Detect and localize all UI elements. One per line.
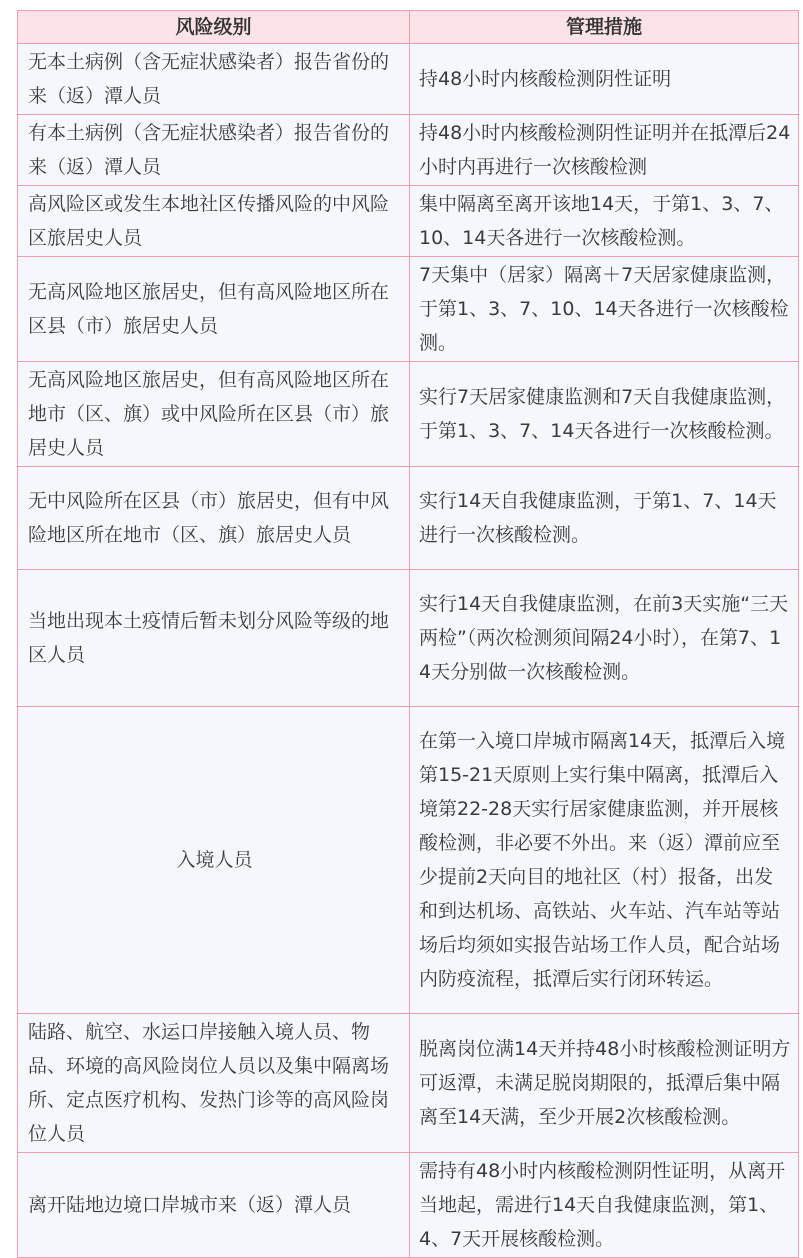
measure-cell: 集中隔离至离开该地14天，于第1、3、7、10、14天各进行一次核酸检测。 [410,186,799,257]
measure-cell: 7天集中（居家）隔离＋7天居家健康监测，于第1、3、7、10、14天各进行一次核酸检测。 [410,257,799,362]
risk-level-cell: 高风险区或发生本地社区传播风险的中风险区旅居史人员 [18,186,410,257]
header-measures: 管理措施 [410,11,799,44]
measure-cell: 需持有48小时内核酸检测阴性证明，从离开当地起，需进行14天自我健康监测，第1、4、7天开展核酸检测。 [410,1153,799,1258]
header-risk-level: 风险级别 [18,11,410,44]
risk-level-cell: 无高风险地区旅居史，但有高风险地区所在区县（市）旅居史人员 [18,257,410,362]
table-row [18,707,799,1014]
table-row [18,44,799,115]
measure-cell: 脱离岗位满14天并持48小时核酸检测证明方可返潭，未满足脱岗期限的，抵潭后集中隔离至14天满，至少开展2次核酸检测。 [410,1014,799,1153]
risk-level-cell: 离开陆地边境口岸城市来（返）潭人员 [18,1153,410,1258]
table-row [18,362,799,467]
table-row [18,186,799,257]
table-row [18,1014,799,1153]
risk-level-cell: 陆路、航空、水运口岸接触入境人员、物品、环境的高风险岗位人员以及集中隔离场所、定点医疗机构、发热门诊等的高风险岗位人员 [18,1014,410,1153]
table-row [18,570,799,707]
measure-cell: 实行7天居家健康监测和7天自我健康监测，于第1、3、7、14天各进行一次核酸检测。 [410,362,799,467]
table-row [18,467,799,570]
risk-level-cell: 无本土病例（含无症状感染者）报告省份的来（返）潭人员 [18,44,410,115]
measure-cell: 实行14天自我健康监测，在前3天实施“三天两检”（两次检测须间隔24小时），在第7、14天分别做一次核酸检测。 [410,570,799,707]
risk-level-cell: 无中风险所在区县（市）旅居史，但有中风险地区所在地市（区、旗）旅居史人员 [18,467,410,570]
risk-level-cell: 无高风险地区旅居史，但有高风险地区所在地市（区、旗）或中风险所在区县（市）旅居史人员 [18,362,410,467]
table-row [18,115,799,186]
risk-level-cell: 当地出现本土疫情后暂未划分风险等级的地区人员 [18,570,410,707]
risk-management-table [17,10,799,1258]
table-row [18,257,799,362]
header-row [18,11,799,44]
measure-cell: 实行14天自我健康监测，于第1、7、14天进行一次核酸检测。 [410,467,799,570]
table-body [18,44,799,1258]
measure-cell: 持48小时内核酸检测阴性证明并在抵潭后24小时内再进行一次核酸检测 [410,115,799,186]
risk-level-cell: 有本土病例（含无症状感染者）报告省份的来（返）潭人员 [18,115,410,186]
measure-cell: 在第一入境口岸城市隔离14天，抵潭后入境第15-21天原则上实行集中隔离，抵潭后入境第22-28天实行居家健康监测，并开展核酸检测，非必要不外出。来（返）潭前应至少提前2天向目的地社区（村）报备，出发和到达机场、高铁站、火车站、汽车站等站场后均须如实报告站场工作人员，配合站场内防疫流程，抵潭后实行闭环转运。 [410,707,799,1014]
table-header [18,11,799,44]
table-row [18,1153,799,1258]
risk-level-cell: 入境人员 [18,707,410,1014]
measure-cell: 持48小时内核酸检测阴性证明 [410,44,799,115]
